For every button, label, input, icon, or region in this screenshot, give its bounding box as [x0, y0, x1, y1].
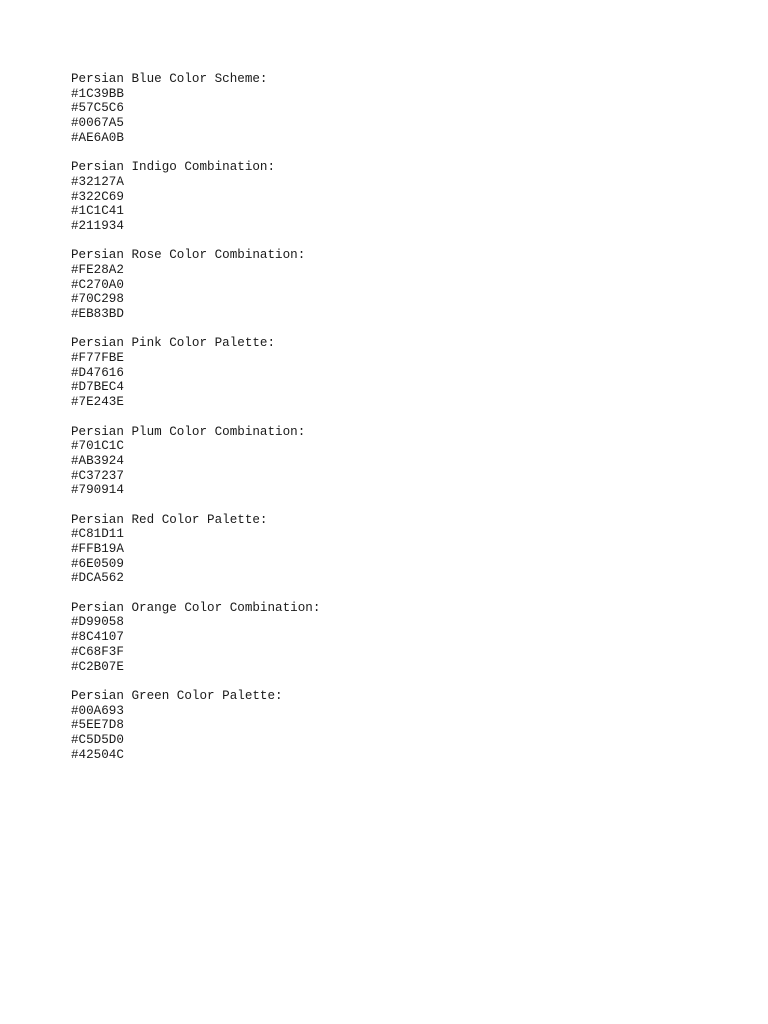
palette-persian-pink — [71, 336, 711, 409]
palette-title: Persian Rose Color Combination: — [71, 248, 306, 263]
palette-title: Persian Orange Color Combination: — [71, 600, 321, 615]
color-code: #57C5C6 — [71, 101, 124, 116]
color-code: #6E0509 — [71, 556, 124, 571]
palette-persian-green — [71, 689, 711, 762]
color-code: #5EE7D8 — [71, 718, 124, 733]
color-code: #7E243E — [71, 395, 124, 410]
palette-persian-blue — [71, 72, 711, 145]
color-code: #1C1C41 — [71, 204, 124, 219]
color-code: #C270A0 — [71, 277, 124, 292]
color-code: #AB3924 — [71, 453, 124, 468]
color-code: #790914 — [71, 483, 124, 498]
palette-persian-red — [71, 513, 711, 586]
palette-persian-plum — [71, 425, 711, 498]
color-code: #C68F3F — [71, 644, 124, 659]
palette-persian-orange — [71, 601, 711, 674]
palette-persian-indigo — [71, 160, 711, 233]
color-code: #42504C — [71, 747, 124, 762]
color-code: #D47616 — [71, 365, 124, 380]
color-code: #1C39BB — [71, 86, 124, 101]
color-code: #0067A5 — [71, 116, 124, 131]
color-code: #D99058 — [71, 615, 124, 630]
color-code: #211934 — [71, 218, 124, 233]
document-body — [71, 72, 711, 777]
color-code: #C2B07E — [71, 659, 124, 674]
color-code: #701C1C — [71, 439, 124, 454]
palette-persian-rose — [71, 248, 711, 321]
color-code: #C81D11 — [71, 527, 124, 542]
color-code: #EB83BD — [71, 307, 124, 321]
color-code: #AE6A0B — [71, 130, 124, 145]
color-code: #322C69 — [71, 189, 124, 204]
color-code: #70C298 — [71, 292, 124, 307]
color-code: #C37237 — [71, 468, 124, 483]
color-code: #DCA562 — [71, 571, 124, 586]
palette-title: Persian Pink Color Palette: — [71, 336, 276, 351]
palette-title: Persian Green Color Palette: — [71, 688, 283, 703]
color-code: #00A693 — [71, 703, 124, 718]
color-code: #C5D5D0 — [71, 732, 124, 747]
palette-title: Persian Indigo Combination: — [71, 160, 276, 175]
palette-title: Persian Plum Color Combination: — [71, 424, 306, 439]
color-code: #D7BEC4 — [71, 380, 124, 395]
palette-title: Persian Red Color Palette: — [71, 512, 268, 527]
color-code: #32127A — [71, 174, 124, 189]
color-code: #FE28A2 — [71, 262, 124, 277]
palette-title: Persian Blue Color Scheme: — [71, 72, 268, 86]
color-code: #8C4107 — [71, 630, 124, 645]
color-code: #F77FBE — [71, 351, 124, 366]
color-code: #FFB19A — [71, 542, 124, 556]
